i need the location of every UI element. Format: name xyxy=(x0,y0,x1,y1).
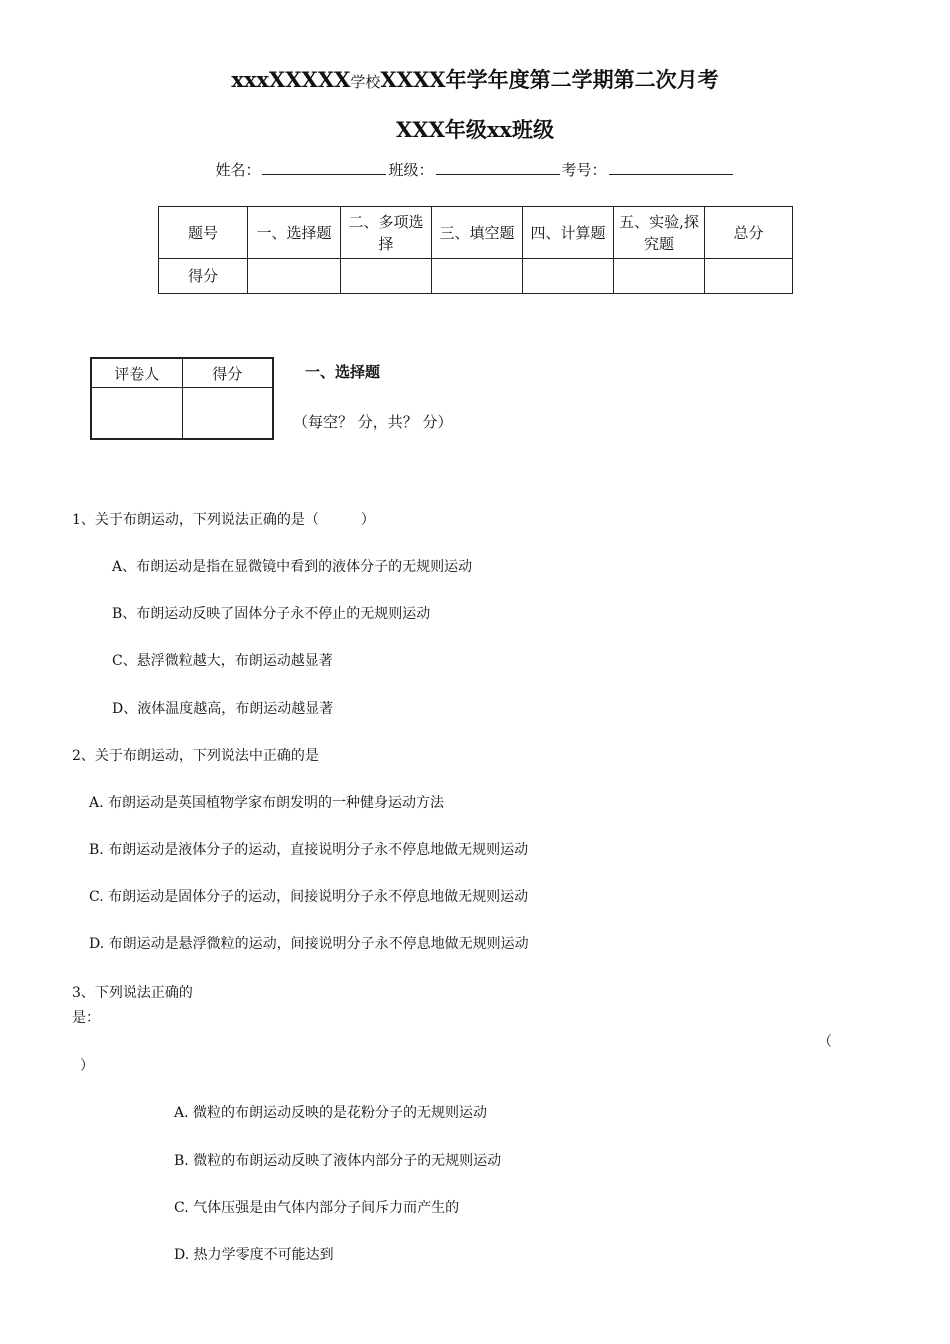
title-rest: XXXX年学年度第二学期第二次月考 xyxy=(380,67,719,92)
name-label: 姓名： xyxy=(215,161,261,179)
score-table-header-row xyxy=(159,207,793,259)
name-field[interactable] xyxy=(262,160,386,175)
score-cell[interactable] xyxy=(705,259,793,294)
question-stem: 1、关于布朗运动，下列说法正确的是（ ） xyxy=(72,512,375,528)
score-header-cell: 五、实验,探究题 xyxy=(614,207,705,259)
grader-table xyxy=(90,357,274,440)
question-option[interactable]: B、布朗运动反映了固体分子永不停止的无规则运动 xyxy=(112,606,431,622)
score-cell[interactable] xyxy=(432,259,523,294)
class-field[interactable] xyxy=(436,160,560,175)
question-option[interactable]: C、悬浮微粒越大，布朗运动越显著 xyxy=(112,653,333,669)
exam-subtitle: XXX年级xx班级 xyxy=(396,117,554,142)
question-option[interactable]: C. 气体压强是由气体内部分子间斥力而产生的 xyxy=(174,1200,460,1216)
question-option[interactable]: A. 微粒的布朗运动反映的是花粉分子的无规则运动 xyxy=(174,1105,488,1121)
section-title: 一、选择题 xyxy=(305,363,381,381)
grader-cell[interactable] xyxy=(91,388,182,440)
grader-label: 评卷人 xyxy=(91,358,182,388)
question-option[interactable]: D. 布朗运动是悬浮微粒的运动，间接说明分子永不停息地做无规则运动 xyxy=(89,936,529,952)
score-header-cell: 三、填空题 xyxy=(432,207,523,259)
score-cell[interactable] xyxy=(523,259,614,294)
question-option[interactable]: A、布朗运动是指在显微镜中看到的液体分子的无规则运动 xyxy=(112,559,473,575)
score-header-cell: 题号 xyxy=(159,207,248,259)
grader-score-label: 得分 xyxy=(182,358,273,388)
question-option[interactable]: D、液体温度越高，布朗运动越显著 xyxy=(112,701,334,717)
score-cell[interactable] xyxy=(614,259,705,294)
answer-paren-close: ） xyxy=(80,1058,94,1074)
score-header-cell: 四、计算题 xyxy=(523,207,614,259)
score-table-row xyxy=(159,259,793,294)
question-option[interactable]: B. 微粒的布朗运动反映了液体内部分子的无规则运动 xyxy=(174,1153,502,1169)
question-option[interactable]: D. 热力学零度不可能达到 xyxy=(174,1247,334,1263)
score-cell[interactable] xyxy=(248,259,341,294)
score-cell[interactable] xyxy=(341,259,432,294)
score-table xyxy=(158,206,793,294)
score-header-cell: 二、多项选择 xyxy=(341,207,432,259)
question-stem: 3、下列说法正确的 xyxy=(72,985,193,1001)
question-stem-continued: 是： xyxy=(72,1010,100,1026)
question-option[interactable]: C. 布朗运动是固体分子的运动，间接说明分子永不停息地做无规则运动 xyxy=(89,889,529,905)
score-header-cell: 一、选择题 xyxy=(248,207,341,259)
question-option[interactable]: B. 布朗运动是液体分子的运动，直接说明分子永不停息地做无规则运动 xyxy=(89,842,529,858)
answer-paren-open: （ xyxy=(818,1034,832,1050)
section-note: （每空？ 分，共？ 分） xyxy=(293,413,453,431)
exam-title xyxy=(0,64,950,94)
class-label: 班级： xyxy=(388,161,434,179)
score-row-label: 得分 xyxy=(159,259,248,294)
grader-score-cell[interactable] xyxy=(182,388,273,440)
question-option[interactable]: A. 布朗运动是英国植物学家布朗发明的一种健身运动方法 xyxy=(89,795,445,811)
title-prefix: xxxXXXXX xyxy=(231,67,351,92)
student-info-row xyxy=(0,159,950,180)
question-stem: 2、关于布朗运动，下列说法中正确的是 xyxy=(72,748,319,764)
title-school: 学校 xyxy=(350,73,381,91)
exam-no-label: 考号： xyxy=(561,161,607,179)
exam-no-field[interactable] xyxy=(609,160,733,175)
score-header-cell: 总分 xyxy=(705,207,793,259)
